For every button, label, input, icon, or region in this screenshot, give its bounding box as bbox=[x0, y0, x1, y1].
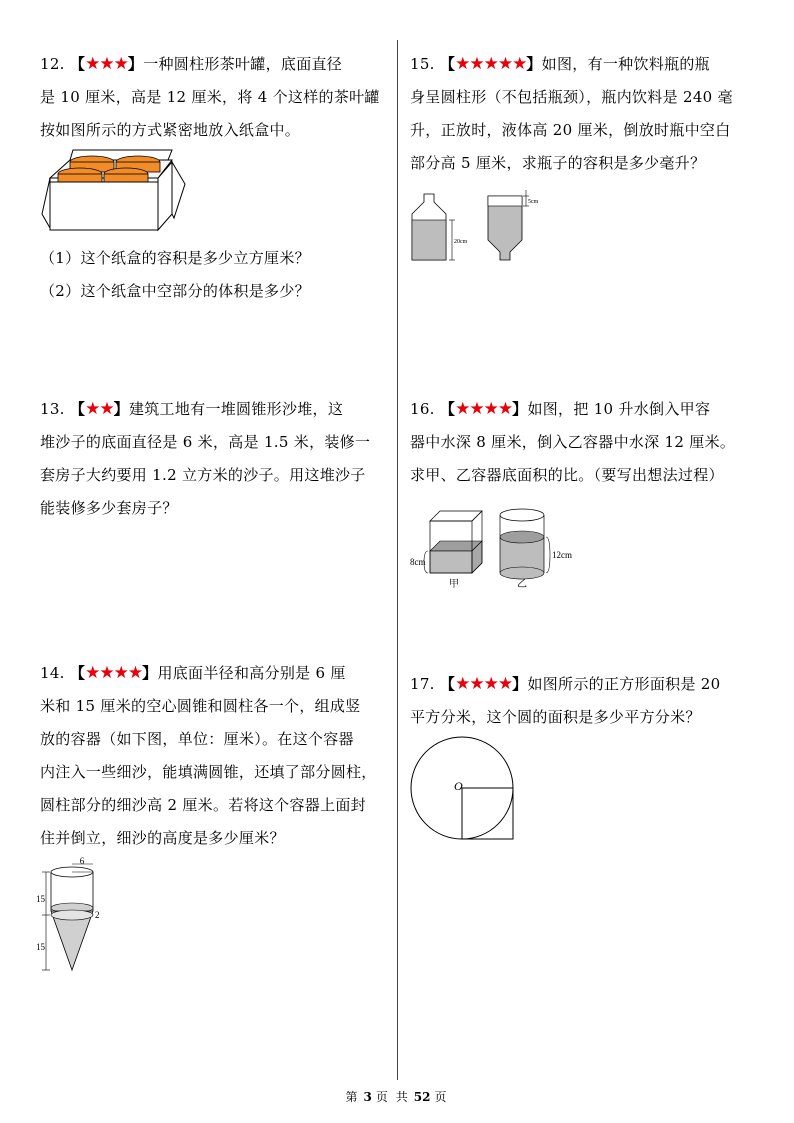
left-container-name: 甲 bbox=[449, 579, 459, 590]
problem-number: 14. bbox=[40, 664, 65, 682]
problem-17-line-1: 17. 【★★★★】如图所示的正方形面积是 20 bbox=[410, 674, 721, 694]
problem-14-line-2: 米和 15 厘米的空心圆锥和圆柱各一个，组成竖 bbox=[40, 697, 361, 715]
difficulty-stars: ★★★★ bbox=[455, 674, 513, 694]
problem-14-line-1: 14. 【★★★★】用底面半径和高分别是 6 厘 bbox=[40, 663, 346, 683]
figure-radius-label: 6 bbox=[79, 856, 85, 866]
difficulty-stars: ★★★★ bbox=[455, 399, 513, 419]
problem-number: 15. bbox=[410, 55, 435, 73]
problem-number: 12. bbox=[40, 55, 65, 73]
box-with-tea-cans-figure bbox=[40, 148, 190, 233]
problem-15-line-1: 15. 【★★★★★】如图，有一种饮料瓶的瓶 bbox=[410, 54, 710, 74]
problem-17-line-2: 平方分米，这个圆的面积是多少平方分米？ bbox=[410, 708, 701, 726]
problem-12-line-1: 12. 【★★★】一种圆柱形茶叶罐，底面直径 bbox=[40, 54, 343, 74]
inverted-empty-label: 5cm bbox=[528, 199, 539, 205]
column-divider bbox=[397, 40, 398, 1080]
cylinder-cone-container-figure bbox=[38, 858, 108, 973]
difficulty-stars: ★★★ bbox=[85, 54, 128, 74]
difficulty-stars: ★★★★ bbox=[85, 663, 143, 683]
problem-number: 17. bbox=[410, 675, 435, 693]
problem-number: 13. bbox=[40, 400, 65, 418]
right-depth-label: 12cm bbox=[552, 550, 572, 560]
containers-figure bbox=[410, 503, 590, 593]
problem-17 bbox=[410, 668, 760, 734]
page-footer: 第 3 页 共 52 页 bbox=[345, 1090, 449, 1104]
problem-14-line-6: 住并倒立，细沙的高度是多少厘米？ bbox=[40, 829, 285, 847]
problem-16-line-1: 16. 【★★★★】如图，把 10 升水倒入甲容 bbox=[410, 399, 711, 419]
problem-12-question-1: （1）这个纸盒的容积是多少立方厘米？ bbox=[40, 249, 310, 267]
problem-12-question-2: （2）这个纸盒中空部分的体积是多少？ bbox=[40, 282, 310, 300]
figure-sand-label: 2 bbox=[95, 910, 100, 920]
problem-12-line-2: 是 10 厘米，高是 12 厘米，将 4 个这样的茶叶罐 bbox=[40, 88, 380, 106]
problem-13-line-2: 堆沙子的底面直径是 6 米，高是 1.5 米，装修一 bbox=[40, 433, 371, 451]
problem-16-line-2: 器中水深 8 厘米，倒入乙容器中水深 12 厘米。 bbox=[410, 433, 736, 451]
current-page: 3 bbox=[363, 1090, 372, 1104]
problem-16-line-3: 求甲、乙容器底面积的比。（要写出想法过程） bbox=[410, 466, 724, 484]
problem-12-line-3: 按如图所示的方式紧密地放入纸盒中。 bbox=[40, 121, 301, 139]
right-container-name: 乙 bbox=[517, 579, 527, 590]
problem-13 bbox=[40, 393, 385, 525]
problem-14-line-3: 放的容器（如下图，单位：厘米）。在这个容器 bbox=[40, 730, 354, 748]
problem-15-line-4: 部分高 5 厘米，求瓶子的容积是多少毫升？ bbox=[410, 154, 706, 172]
difficulty-stars: ★★★★★ bbox=[455, 54, 527, 74]
figure-bottom-height-label: 15 bbox=[36, 942, 45, 952]
problem-15-line-3: 升，正放时，液体高 20 厘米，倒放时瓶中空白 bbox=[410, 121, 731, 139]
total-pages: 52 bbox=[413, 1090, 431, 1104]
problem-13-line-1: 13. 【★★】建筑工地有一堆圆锥形沙堆，这 bbox=[40, 399, 344, 419]
figure-top-height-label: 15 bbox=[36, 894, 45, 904]
problem-15-line-2: 身呈圆柱形（不包括瓶颈），瓶内饮料是 240 毫 bbox=[410, 88, 733, 106]
problem-14 bbox=[40, 657, 385, 855]
problem-15 bbox=[410, 48, 760, 180]
problem-13-line-4: 能装修多少套房子？ bbox=[40, 499, 178, 517]
center-label: O bbox=[454, 779, 463, 793]
upright-height-label: 20cm bbox=[454, 239, 468, 245]
left-depth-label: 8cm bbox=[410, 557, 426, 567]
problem-16 bbox=[410, 393, 760, 492]
problem-13-line-3: 套房子大约要用 1.2 立方米的沙子。用这堆沙子 bbox=[40, 466, 366, 484]
problem-number: 16. bbox=[410, 400, 435, 418]
difficulty-stars: ★★ bbox=[85, 399, 114, 419]
problem-14-line-5: 圆柱部分的细沙高 2 厘米。若将这个容器上面封 bbox=[40, 796, 366, 814]
circle-square-figure bbox=[408, 738, 523, 843]
bottle-figure bbox=[410, 190, 550, 265]
problem-14-line-4: 内注入一些细沙，能填满圆锥，还填了部分圆柱， bbox=[40, 763, 377, 781]
